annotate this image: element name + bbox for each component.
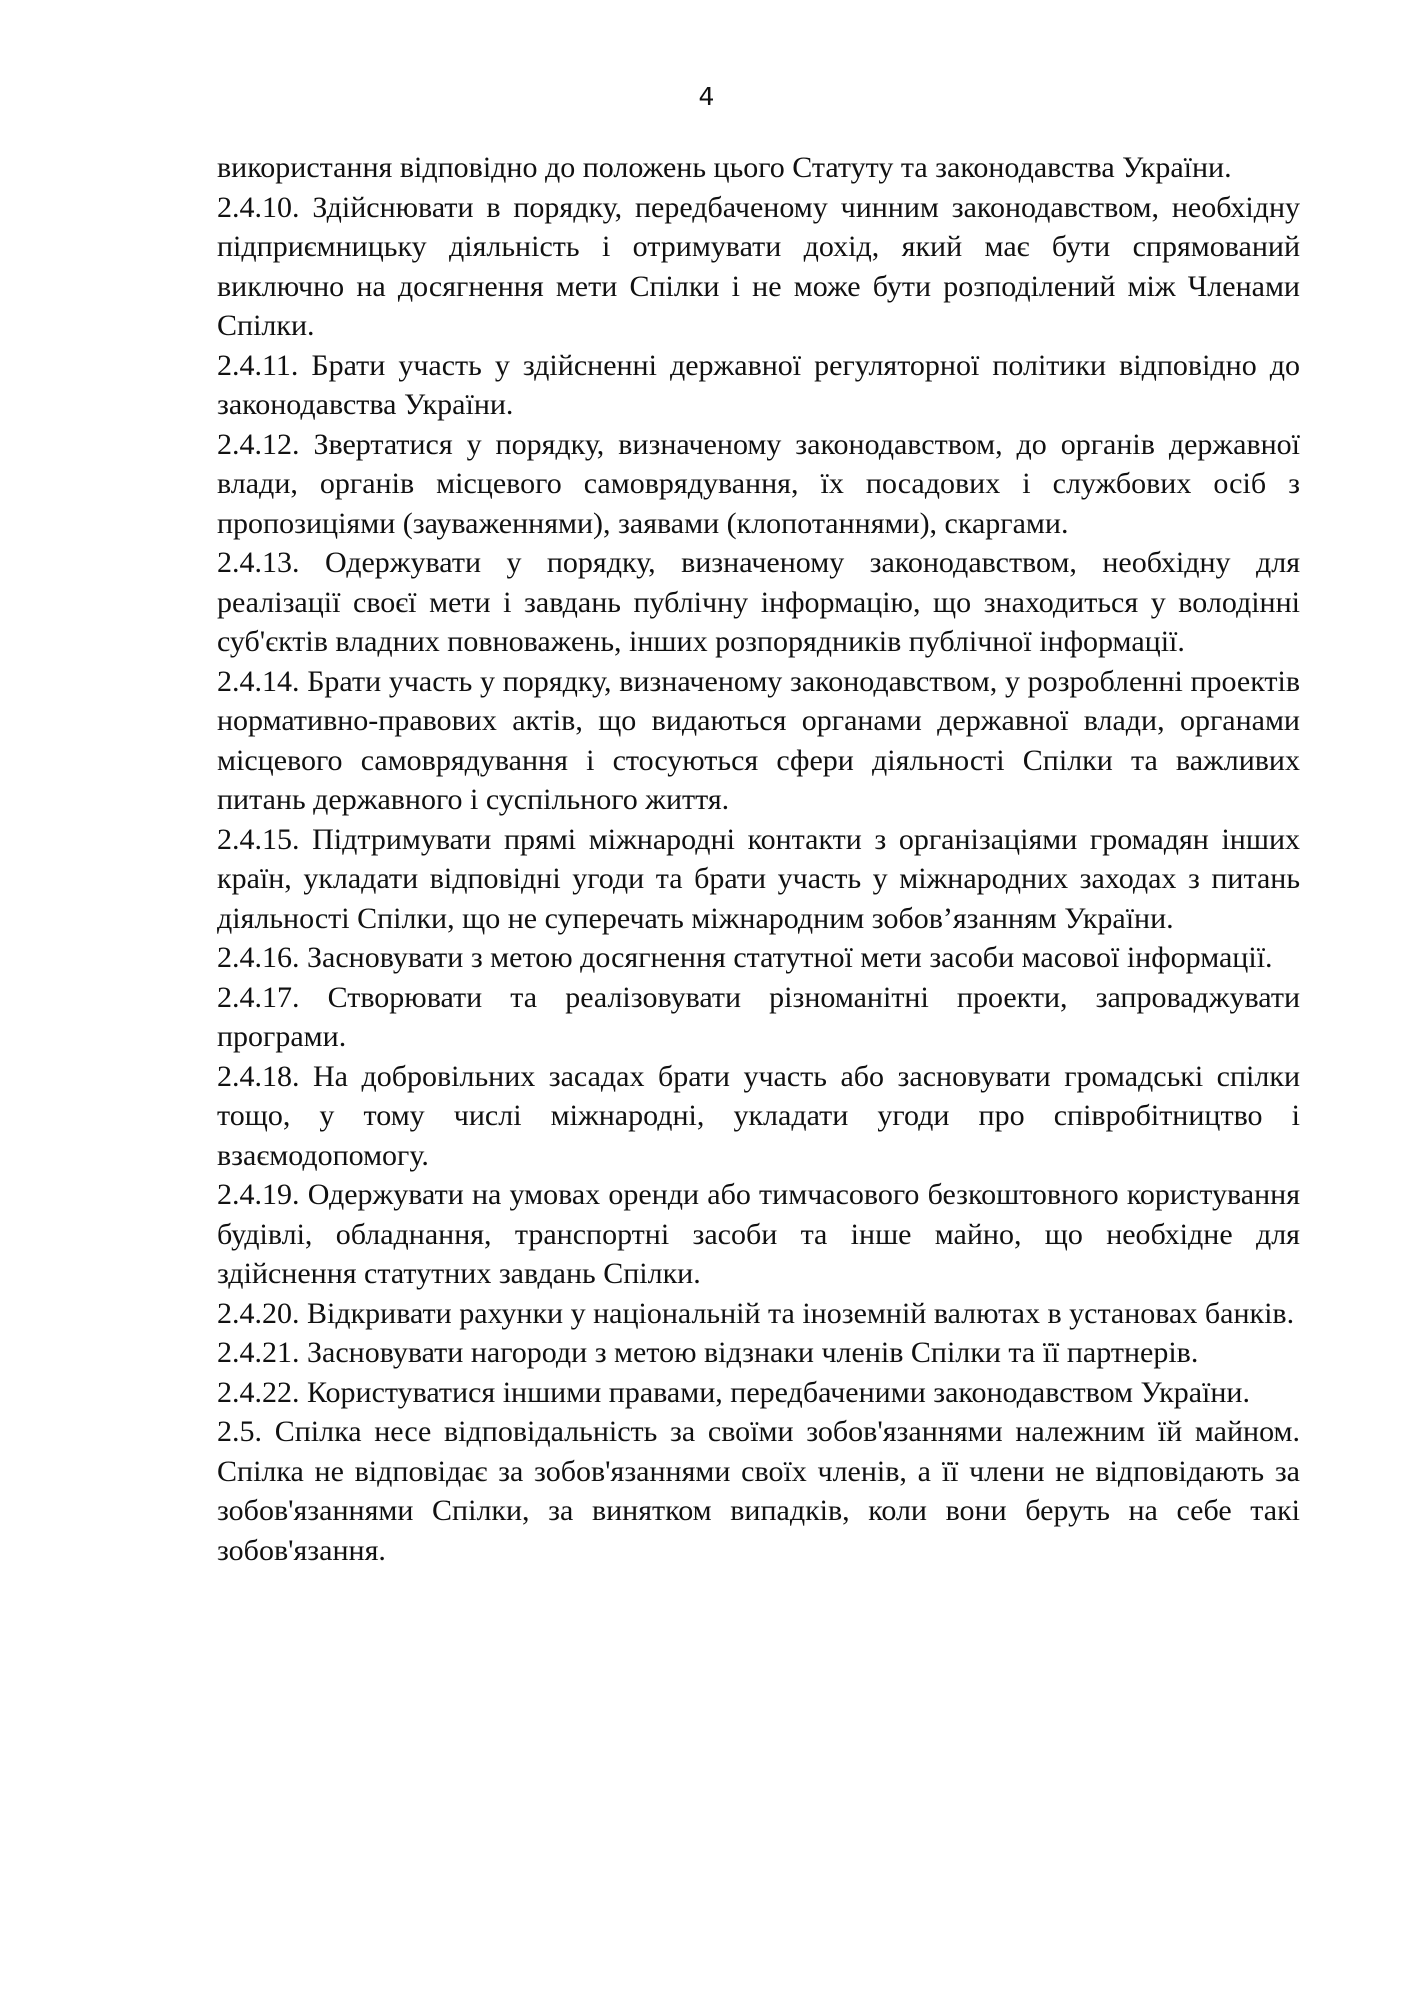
clause-2-4-13: 2.4.13. Одержувати у порядку, визначеному законодавством, необхідну для реалізації своєї мети і завдань публічну інформацію, що знаходиться у володінні суб'єктів владних повноважень, інших розпорядників публічної інформації. [217, 546, 1300, 658]
clause-2-4-22: 2.4.22. Користуватися іншими правами, передбаченими законодавством України. [217, 1375, 1250, 1409]
clause-2-5: 2.5. Спілка несе відповідальність за своїми зобов'язаннями належним їй майном. Спілка не відповідає за зобов'язаннями своїх членів, а її члени не відповідають за зобов'язаннями Спілки, за винятком випадків, коли вони беруть на себе такі зобов'язання. [217, 1415, 1300, 1567]
clause-2-4-15: 2.4.15. Підтримувати прямі міжнародні контакти з організаціями громадян інших країн, укладати відповідні угоди та брати участь у міжнародних заходах з питань діяльності Спілки, що не суперечать міжнародним зобов’язанням України. [217, 822, 1300, 935]
clause-2-4-17: 2.4.17. Створювати та реалізовувати різноманітні проекти, запроваджувати програми. [217, 980, 1300, 1053]
clause-2-4-14: 2.4.14. Брати участь у порядку, визначеному законодавством, у розробленні проектів нормативно-правових актів, що видаються органами державної влади, органами місцевого самоврядування і стосуються сфери діяльності Спілки та важливих питань державного і суспільного життя. [217, 664, 1300, 816]
clause-2-4-19: 2.4.19. Одержувати на умовах оренди або тимчасового безкоштовного користування будівлі, обладнання, транспортні засоби та інше майно, що необхідне для здійснення статутних завдань Спілки. [217, 1178, 1300, 1290]
clause-2-4-10: 2.4.10. Здійснювати в порядку, передбаченому чинним законодавством, необхідну підприємницьку діяльність і отримувати дохід, який має бути спрямований виключно на досягнення мети Спілки і не може бути розподілений між Членами Спілки. [217, 190, 1300, 342]
clause-2-4-12: 2.4.12. Звертатися у порядку, визначеному законодавством, до органів державної влади, органів місцевого самоврядування, їх посадових і службових осіб з пропозиціями (зауваженнями), заявами (клопотаннями), скаргами. [217, 427, 1300, 540]
clause-2-4-11: 2.4.11. Брати участь у здійсненні державної регуляторної політики відповідно до законодавства України. [217, 348, 1300, 421]
clause-2-4-18: 2.4.18. На добровільних засадах брати участь або засновувати громадські спілки тощо, у тому числі міжнародні, укладати угоди про співробітництво і взаємодопомогу. [217, 1059, 1300, 1172]
page-number: 4 [698, 82, 715, 111]
paragraph-continuation: використання відповідно до положень цього Статуту та законодавства України. [217, 151, 1232, 184]
clause-2-4-21: 2.4.21. Засновувати нагороди з метою відзнаки членів Спілки та її партнерів. [217, 1336, 1199, 1369]
clause-2-4-20: 2.4.20. Відкривати рахунки у національній та іноземній валютах в установах банків. [217, 1296, 1295, 1330]
document-body [217, 148, 1300, 1570]
clause-2-4-16: 2.4.16. Засновувати з метою досягнення статутної мети засоби масової інформації. [217, 941, 1273, 974]
